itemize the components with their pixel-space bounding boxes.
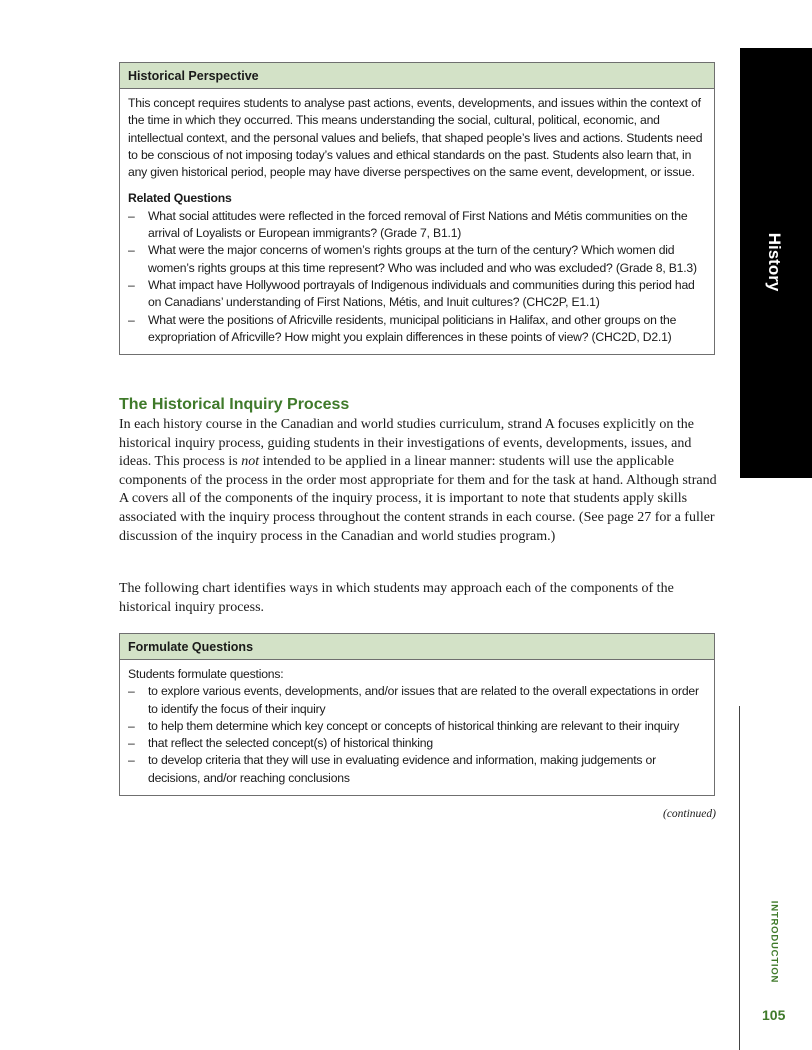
page-number: 105: [762, 1007, 786, 1023]
related-question: – What impact have Hollywood portrayals of Indigenous individuals and communities during this period had on Canadians’ understanding of First Nations, Métis, and Inuit cultures? (CHC2P, E1.1): [128, 277, 706, 312]
inquiry-paragraph-2: The following chart identifies ways in which students may approach each of the components of the historical inquiry process.: [119, 581, 674, 615]
margin-rule: [739, 706, 740, 1050]
related-questions-list: [128, 208, 706, 346]
inquiry-para1-part-b: intended to be applied in a linear manner: students will use the applicable components of the process in the order most appropriate for them and for the task at hand. Although strand A covers all of the components of the inquiry process, it is important to note that students apply skills associated with the inquiry process throughout the content strands in each course. (See page 27 for a fuller discussion of the inquiry process in the Canadian and world studies program.): [119, 454, 717, 544]
inquiry-para1-emphasis: not: [241, 454, 260, 470]
formulate-item: – to develop criteria that they will use in evaluating evidence and information, making judgements or decisions, and/or reaching conclusions: [128, 752, 706, 787]
section-title: The Historical Inquiry Process: [119, 396, 350, 413]
related-question: – What were the positions of Africville residents, municipal politicians in Halifax, and other groups on the expropriation of Africville? How might you explain differences in these points of view? (CHC2D, D2.1): [128, 312, 706, 347]
historical-perspective-body: This concept requires students to analyse past actions, events, developments, and issues within the context of the time in which they occurred. This means understanding the social, cultural, political, economic, and intellectual context, and the personal values and beliefs, that shaped people’s lives and actions. Students need to be conscious of not imposing today’s values and ethical standards on the past. Students also learn that, in any given historical period, people may have diverse perspectives on the same event, development, or issue.: [128, 96, 703, 180]
formulate-item: – to explore various events, developments, and/or issues that are related to the overall expectations in order to identify the focus of their inquiry: [128, 683, 706, 718]
historical-perspective-box: [119, 62, 715, 355]
related-question: – What social attitudes were reflected in the forced removal of First Nations and Métis communities on the arrival of Loyalists or European immigrants? (Grade 7, B1.1): [128, 208, 706, 243]
formulate-questions-list: [128, 683, 706, 787]
inquiry-paragraph-1: [119, 416, 717, 546]
history-tab-label: History: [765, 232, 784, 292]
continued-note: (continued): [662, 808, 716, 820]
formulate-questions-box: [119, 633, 715, 796]
historical-perspective-heading: Historical Perspective: [120, 63, 714, 89]
formulate-item: – that reflect the selected concept(s) of historical thinking: [128, 735, 706, 752]
inquiry-para1-part-a: In each history course in the Canadian and world studies curriculum, strand A focuses explicitly on the historical inquiry process, guiding students in their investigations of events, developments, issues, and ideas. This process is: [119, 417, 695, 470]
formulate-item: – to help them determine which key concept or concepts of historical thinking are relevant to their inquiry: [128, 718, 706, 735]
formulate-questions-heading: Formulate Questions: [120, 634, 714, 660]
related-question: – What were the major concerns of women’s rights groups at the turn of the century? Which women did women’s rights groups at this time represent? Who was included and who was excluded? (Grade 8, B1.3): [128, 242, 706, 277]
formulate-questions-intro: Students formulate questions:: [128, 667, 284, 681]
related-questions-heading: Related Questions: [128, 191, 232, 206]
introduction-label: INTRODUCTION: [768, 900, 780, 984]
